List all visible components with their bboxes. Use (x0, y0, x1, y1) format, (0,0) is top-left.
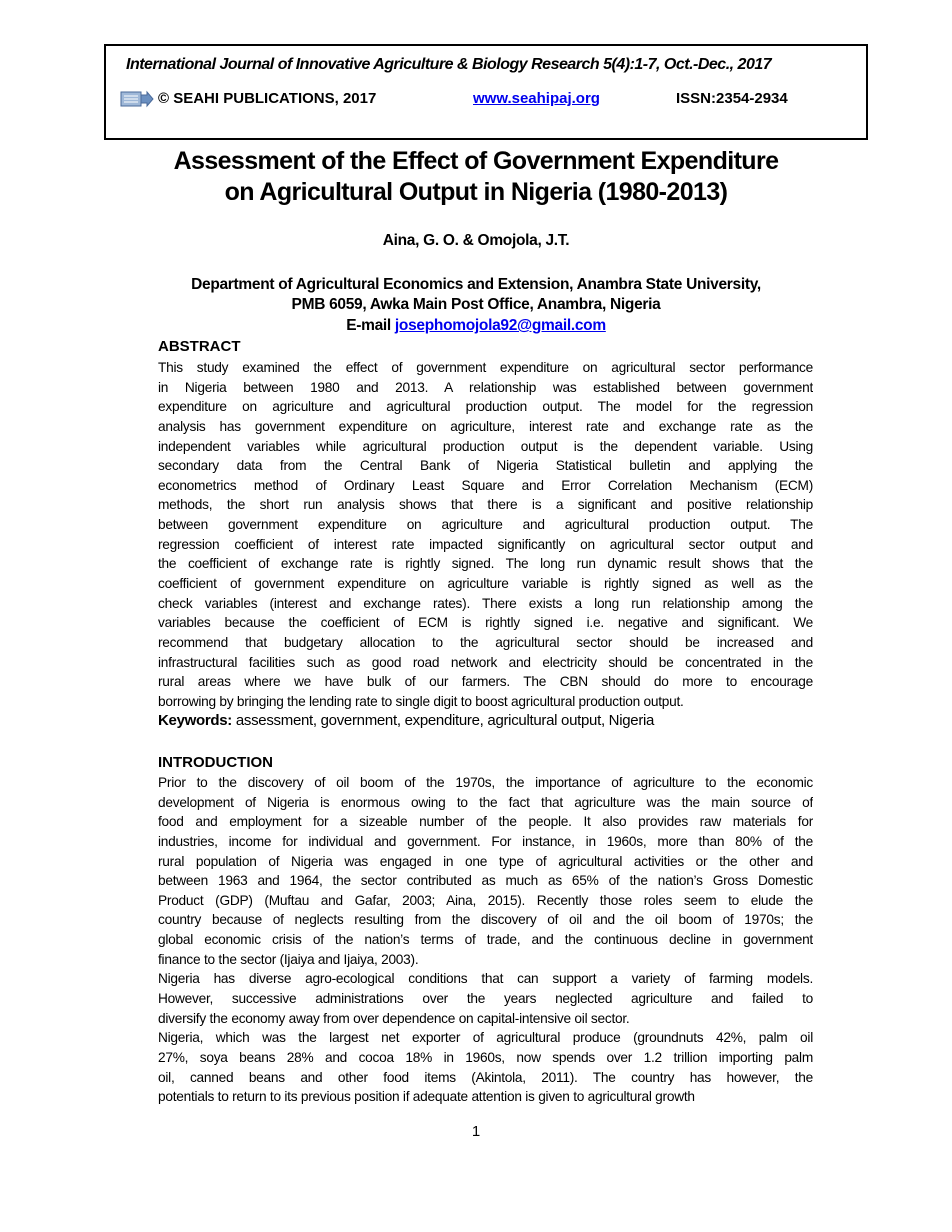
introduction-paragraph (158, 969, 813, 1028)
text-line: This study examined the effect of government expenditure on agricultural sector performance (158, 360, 813, 375)
email-row (0, 317, 952, 335)
introduction-paragraph (158, 773, 813, 969)
text-line: between 1963 and 1964, the sector contributed as much as 65% of the nation’s Gross Domestic (158, 873, 813, 889)
page-number: 1 (471, 1123, 481, 1140)
abstract-heading: ABSTRACT (158, 338, 241, 355)
publisher: © SEAHI PUBLICATIONS, 2017 (158, 90, 377, 107)
text-line: However, successive administrations over the years neglected agriculture and failed to (158, 991, 813, 1007)
text-line: recommend that budgetary allocation to the agricultural sector should be increased and (158, 634, 813, 650)
text-line: global economic crisis of the nation’s terms of trade, and the continuous decline in government (158, 932, 813, 948)
text-line: Nigeria has diverse agro-ecological conditions that can support a variety of farming models. (158, 971, 813, 987)
journal-header-box (104, 44, 868, 140)
authors: Aina, G. O. & Omojola, J.T. (382, 232, 570, 249)
text-line: check variables (interest and exchange rates). There exists a long run relationship among the (158, 595, 813, 611)
journal-citation: International Journal of Innovative Agriculture & Biology Research 5(4):1-7, Oct.-Dec., 2017 (126, 56, 772, 73)
text-line: coefficient of government expenditure on agriculture variable is rightly signed as well as the (158, 576, 813, 592)
issn: ISSN:2354-2934 (676, 90, 788, 107)
text-line: independent variables while agricultural production output is the dependent variable. Using (158, 438, 813, 454)
text-line: between government expenditure on agriculture and agricultural production output. The (158, 517, 813, 533)
book-arrow-icon (120, 90, 154, 108)
email-label: E-mail (346, 317, 395, 334)
keywords-text: assessment, government, expenditure, agricultural output, Nigeria (232, 712, 655, 729)
text-line: the coefficient of exchange rate is rightly signed. The long run dynamic result shows that the (158, 556, 813, 572)
abstract-body (158, 358, 813, 712)
text-line: econometrics method of Ordinary Least Square and Error Correlation Mechanism (ECM) (158, 477, 813, 493)
text-line: secondary data from the Central Bank of Nigeria Statistical bulletin and applying the (158, 458, 813, 474)
text-line: borrowing by bringing the lending rate to single digit to boost agricultural production output. (158, 693, 684, 709)
affiliation-line-1: Department of Agricultural Economics and Extension, Anambra State University, (191, 276, 761, 293)
text-line: development of Nigeria is enormous owing to the fact that agriculture was the main source of (158, 794, 813, 810)
introduction-paragraph (158, 1028, 813, 1107)
keywords (158, 712, 654, 729)
text-line: oil, canned beans and other food items (Akintola, 2011). The country has however, the (158, 1069, 813, 1085)
affiliation-line-2: PMB 6059, Awka Main Post Office, Anambra, Nigeria (291, 296, 661, 313)
text-line: food and employment for a sizeable number of the people. It also provides raw materials for (158, 814, 813, 830)
text-line: industries, income for individual and government. For instance, in 1960s, more than 80% of the (158, 833, 813, 849)
abstract-paragraph (158, 358, 813, 712)
text-line: Nigeria, which was the largest net exporter of agricultural produce (groundnuts 42%, palm oil (158, 1030, 813, 1046)
text-line: analysis has government expenditure on agriculture, interest rate and exchange rate as the (158, 418, 813, 434)
text-line: expenditure on agriculture and agricultural production output. The model for the regression (158, 399, 813, 415)
text-line: country because of neglects resulting from the discovery of oil and the oil boom of 1970s; the (158, 912, 813, 928)
text-line: variables because the coefficient of ECM is rightly signed i.e. negative and significant. We (158, 615, 813, 631)
introduction-body (158, 773, 813, 1107)
text-line: Prior to the discovery of oil boom of the 1970s, the importance of agriculture to the economic (158, 775, 813, 790)
text-line: in Nigeria between 1980 and 2013. A relationship was established between government (158, 379, 813, 395)
email-link[interactable]: josephomojola92@gmail.com (394, 317, 606, 334)
introduction-heading: INTRODUCTION (158, 754, 273, 771)
text-line: regression coefficient of interest rate impacted significantly on agricultural sector output and (158, 536, 813, 552)
paper-title-line-2: on Agricultural Output in Nigeria (1980-2013) (224, 178, 728, 206)
paper-title-line-1: Assessment of the Effect of Government Expenditure (173, 147, 779, 175)
text-line: rural population of Nigeria was engaged in one type of agricultural activities or the other and (158, 853, 813, 869)
text-line: Product (GDP) (Muftau and Gafar, 2003; Aina, 2015). Recently those roles seem to elude the (158, 892, 813, 908)
text-line: diversify the economy away from over dependence on capital-intensive oil sector. (158, 1010, 630, 1026)
text-line: finance to the sector (Ijaiya and Ijaiya, 2003). (158, 951, 419, 967)
keywords-label: Keywords: (158, 712, 232, 729)
website-link[interactable]: www.seahipaj.org (473, 90, 600, 107)
text-line: potentials to return to its previous position if adequate attention is given to agricultural growth (158, 1089, 695, 1105)
text-line: rural areas where we have bulk of our farmers. The CBN should do more to encourage (158, 674, 813, 690)
text-line: 27%, soya beans 28% and cocoa 18% in 1960s, now spends over 1.2 trillion importing palm (158, 1049, 813, 1065)
text-line: infrastructural facilities such as good road network and electricity should be concentrated in the (158, 654, 813, 670)
text-line: methods, the short run analysis shows that there is a significant and positive relationship (158, 497, 813, 513)
